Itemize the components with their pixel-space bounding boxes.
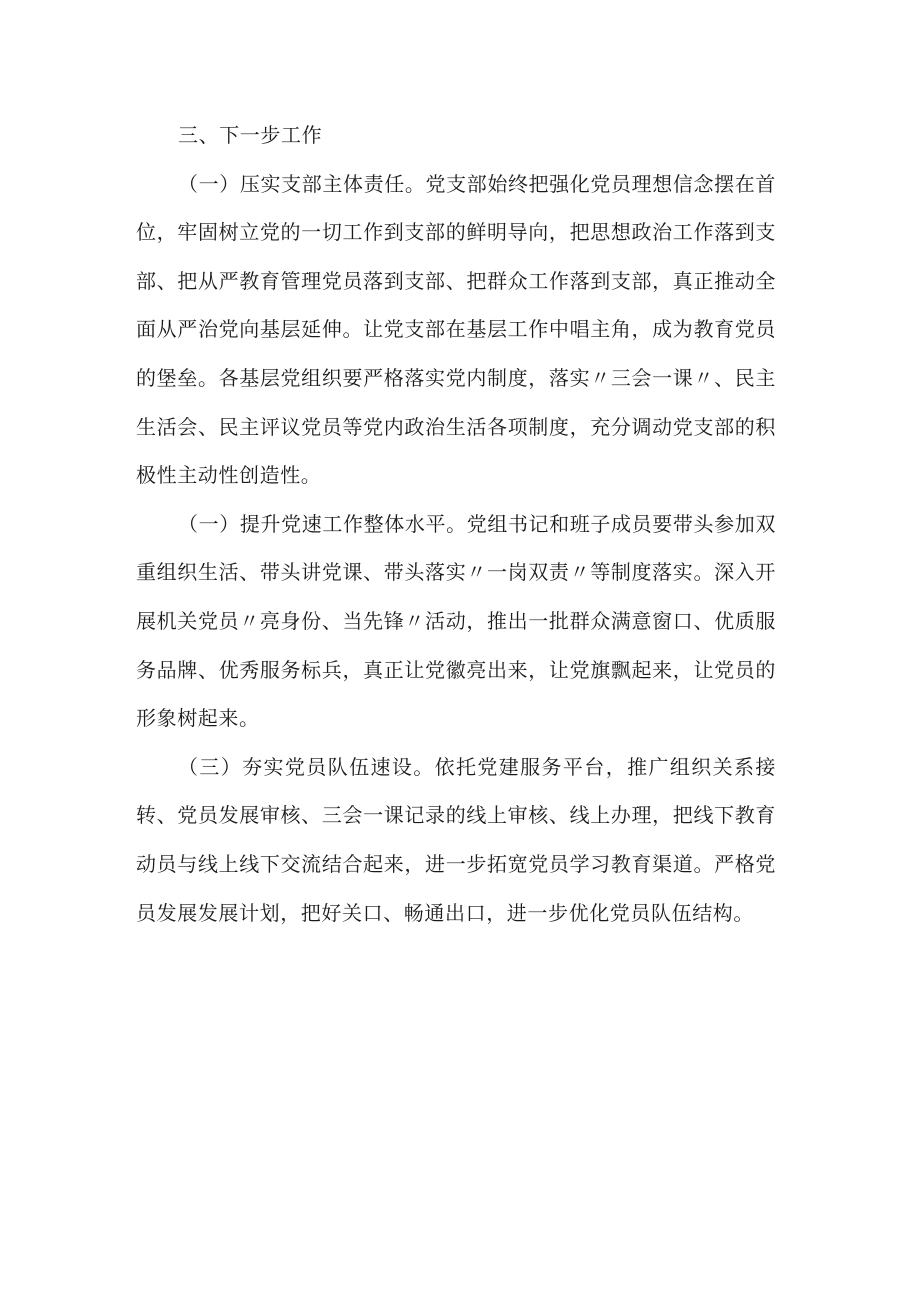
section-heading: 三、下一步工作 (178, 123, 323, 147)
document-body (136, 111, 776, 937)
paragraph-1: （一）压实支部主体责任。党支部始终把强化党员理想信念摆在首位，牢固树立党的一切工作到支部的鲜明导向，把思想政治工作落到支部、把从严教育管理党员落到支部、把群众工作落到支部，真正推动全面从严治党向基层延伸。让党支部在基层工作中唱主角，成为教育党员的堡垒。各基层党组织要严格落实党内制度，落实〃三会一课〃、民主生活会、民主评议党员等党内政治生活各项制度，充分调动党支部的积极性主动性创造性。 (136, 171, 776, 488)
paragraph-2: （一）提升党速工作整体水平。党组书记和班子成员要带头参加双重组织生活、带头讲党课、带头落实〃一岗双责〃等制度落实。深入开展机关党员〃亮身份、当先锋〃活动，推出一批群众满意窗口、优质服务品牌、优秀服务标兵，真正让党徽亮出来，让党旗飘起来，让党员的形象树起来。 (136, 511, 776, 731)
paragraph-3: （三）夯实党员队伍速设。依托党建服务平台，推广组织关系接转、党员发展审核、三会一课记录的线上审核、线上办理，把线下教育动员与线上线下交流结合起来，进一步拓宽党员学习教育渠道。严格党员发展发展计划，把好关口、畅通出口，进一步优化党员队伍结构。 (136, 754, 776, 925)
